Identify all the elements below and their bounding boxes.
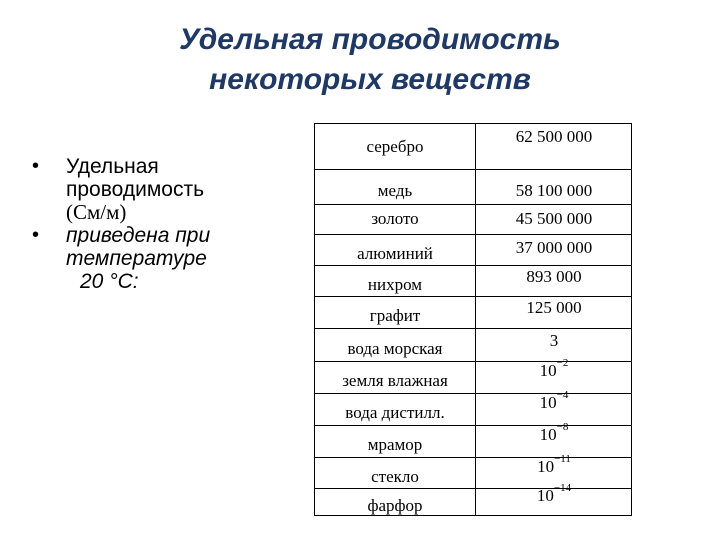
power-exponent: −8	[556, 421, 569, 433]
power-exponent: −2	[556, 357, 569, 369]
row-line	[315, 234, 631, 235]
bullet-icon: •	[32, 224, 40, 246]
table-cell-substance: алюминий	[357, 243, 433, 263]
table-cell-conductivity	[476, 452, 632, 477]
table-cell-conductivity	[476, 389, 632, 413]
table-cell-conductivity: 45 500 000	[515, 209, 593, 228]
table-cell-conductivity: 893 000	[526, 266, 582, 286]
power-exponent: −11	[554, 452, 571, 465]
bullet-1-line-3: (См/м)	[66, 200, 127, 224]
bullet-item-conductivity	[28, 155, 278, 224]
conductivity-table	[314, 123, 632, 516]
row-line	[315, 328, 631, 329]
title-line-1: Удельная проводимость	[179, 23, 561, 56]
table-cell-substance: фарфор	[367, 495, 423, 515]
table-cell-substance: серебро	[366, 136, 424, 156]
bullet-item-temperature	[28, 224, 278, 293]
row-line	[315, 296, 631, 297]
table-cell-conductivity: 58 100 000	[515, 180, 593, 200]
row-line	[315, 204, 631, 205]
power-base: 10	[536, 485, 554, 505]
table-row-divider	[315, 234, 631, 235]
power-exponent: −4	[556, 389, 569, 401]
power-base: 10	[539, 425, 557, 444]
bullet-icon: •	[32, 155, 40, 177]
table-cell-substance: нихром	[367, 274, 423, 294]
table-cell-conductivity	[476, 357, 632, 381]
power-base: 10	[537, 456, 555, 476]
table-cell-conductivity: 62 500 000	[515, 126, 593, 146]
table-cell-substance: медь	[377, 180, 413, 200]
table-cell-substance: вода морская	[347, 338, 443, 358]
bullet-1-line-2: проводимость	[66, 178, 205, 201]
power-base: 10	[539, 393, 557, 412]
table-row-divider	[315, 328, 631, 329]
table-cell-substance: мрамор	[367, 435, 423, 454]
title-line-2: некоторых веществ	[209, 63, 531, 96]
table-cell-conductivity	[476, 421, 632, 445]
power-base: 10	[539, 361, 557, 380]
bullet-list	[28, 155, 278, 293]
table-cell-conductivity	[476, 481, 632, 506]
page-title	[110, 20, 630, 100]
table-cell-substance: земля влажная	[342, 371, 448, 390]
table-cell-substance: графит	[369, 306, 421, 325]
table-row-divider	[315, 169, 631, 170]
table-row-divider	[315, 204, 631, 205]
table-cell-substance: стекло	[371, 466, 419, 486]
bullet-2-line-3: 20 °С:	[80, 270, 139, 293]
bullet-2-line-1: приведена при	[66, 224, 211, 247]
table-cell-substance: вода дистилл.	[345, 403, 445, 422]
bullet-2-line-2: температуре	[66, 247, 207, 270]
power-exponent: −14	[553, 481, 572, 494]
table-cell-conductivity: 3	[549, 330, 559, 350]
bullet-1-line-1: Удельная	[66, 155, 159, 178]
table-cell-conductivity: 125 000	[526, 298, 582, 317]
table-row-divider	[315, 296, 631, 297]
table-cell-conductivity: 37 000 000	[515, 237, 593, 257]
table-cell-substance: золото	[371, 209, 419, 228]
row-line	[315, 169, 631, 170]
